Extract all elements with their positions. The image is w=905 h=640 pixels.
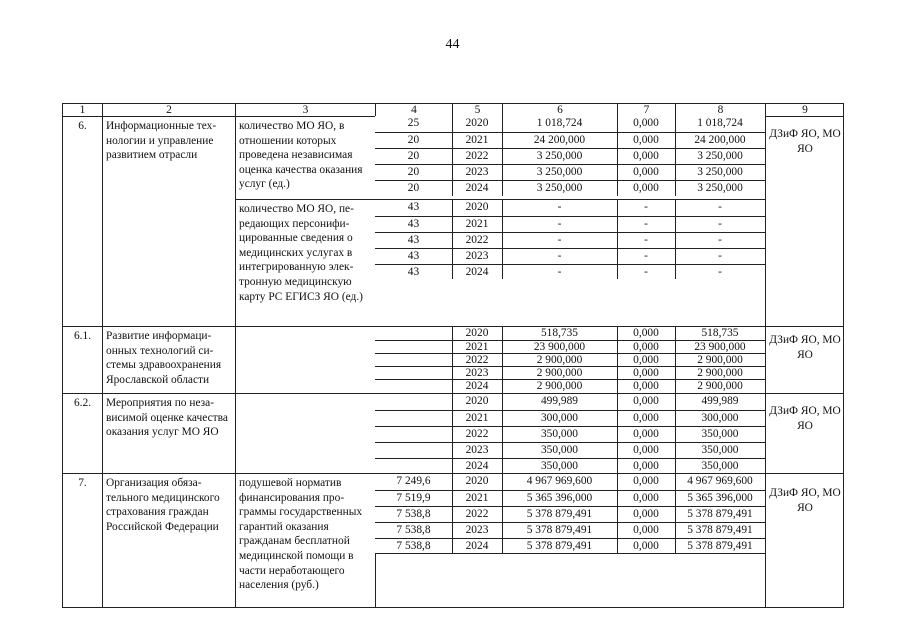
indicator-label: количество МО ЯО, в отношении которых проведена независимая оценка качества оказания услуг (ед.)	[235, 116, 375, 199]
header-cell-5: 5	[452, 103, 502, 116]
executor: ДЗиФ ЯО, МО ЯО	[765, 473, 844, 608]
value-row: 25 2020 1 018,724 0,000 1 018,724	[407, 117, 743, 129]
header-cell-9: 9	[765, 103, 844, 116]
header-cell-3: 3	[235, 103, 375, 116]
value-row: 2023 350,000 0,000 350,000	[375, 442, 765, 458]
values-block	[375, 116, 765, 196]
value-row: 7 249,6 2020 4 967 969,600 0,000 4 967 969,600	[396, 475, 753, 487]
row-name: Мероприятия по независимой оценке качества оказания услуг МО ЯО	[102, 393, 235, 473]
values-empty	[375, 553, 765, 608]
value-row: 43 2022 - - -	[375, 232, 765, 248]
value-row: 2020 499,989 0,000 499,989	[465, 395, 739, 407]
indicator-empty	[235, 326, 375, 393]
value-row: 20 2021 24 200,000 0,000 24 200,000	[375, 132, 765, 148]
value-row: 2021 300,000 0,000 300,000	[375, 410, 765, 426]
value-row: 43 2023 - - -	[375, 248, 765, 264]
values-block	[375, 199, 765, 279]
value-row: 20 2023 3 250,000 0,000 3 250,000	[375, 164, 765, 180]
value-row: 43 2020 - - -	[407, 201, 722, 213]
values-block	[375, 326, 765, 393]
value-row: 2020 518,735 0,000 518,735	[465, 327, 739, 339]
executor: ДЗиФ ЯО, МО ЯО	[765, 116, 844, 326]
row-number: 6.2.	[62, 393, 102, 473]
row-name: Организация обязательного медицинского страхования граждан Российской Федерации	[102, 473, 235, 608]
value-row: 20 2024 3 250,000 0,000 3 250,000	[375, 180, 765, 196]
header-cell-4: 4	[375, 103, 452, 116]
row-number: 6.	[62, 116, 102, 326]
value-row: 2022 350,000 0,000 350,000	[375, 426, 765, 442]
header-cell-1: 1	[62, 103, 102, 116]
header-cell-8: 8	[675, 103, 765, 116]
value-row: 7 538,8 2022 5 378 879,491 0,000 5 378 879,491	[375, 506, 765, 522]
indicator-empty	[235, 393, 375, 473]
value-row: 2023 2 900,000 0,000 2 900,000	[375, 366, 765, 380]
values-block	[375, 473, 765, 553]
executor: ДЗиФ ЯО, МО ЯО	[765, 326, 844, 393]
row-number: 7.	[62, 473, 102, 608]
value-row: 2024 350,000 0,000 350,000	[375, 458, 765, 474]
value-row: 2021 23 900,000 0,000 23 900,000	[375, 340, 765, 354]
indicator-label: количество МО ЯО, передающих персонифицированные сведения о медицинских услугах в интегрированную электронную медицинскую карту РС ЕГИСЗ ЯО (ед.)	[235, 199, 375, 326]
value-row: 43 2024 - - -	[375, 264, 765, 280]
value-row: 7 519,9 2021 5 365 396,000 0,000 5 365 396,000	[375, 490, 765, 506]
value-row: 2024 2 900,000 0,000 2 900,000	[375, 379, 765, 394]
value-row: 43 2021 - - -	[375, 216, 765, 232]
row-name: Информационные технологии и управление развитием отрасли	[102, 116, 235, 326]
indicator-label: подушевой норматив финансирования программы государственных гарантий оказания гражданам бесплатной медицинской помощи в части неработающего населения (руб.)	[235, 473, 375, 608]
budget-table	[62, 103, 844, 608]
executor: ДЗиФ ЯО, МО ЯО	[765, 393, 844, 473]
header-cell-2: 2	[102, 103, 235, 116]
row-number: 6.1.	[62, 326, 102, 393]
header-cell-7: 7	[617, 103, 675, 116]
page-number: 44	[445, 37, 460, 52]
value-row: 7 538,8 2023 5 378 879,491 0,000 5 378 879,491	[375, 522, 765, 538]
value-row: 2022 2 900,000 0,000 2 900,000	[375, 353, 765, 367]
value-row: 7 538,8 2024 5 378 879,491 0,000 5 378 879,491	[375, 538, 765, 554]
header-cell-6: 6	[502, 103, 617, 116]
values-block	[375, 393, 765, 473]
row-name: Развитие информационных технологий системы здравоохранения Ярославской области	[102, 326, 235, 393]
value-row: 20 2022 3 250,000 0,000 3 250,000	[375, 148, 765, 164]
